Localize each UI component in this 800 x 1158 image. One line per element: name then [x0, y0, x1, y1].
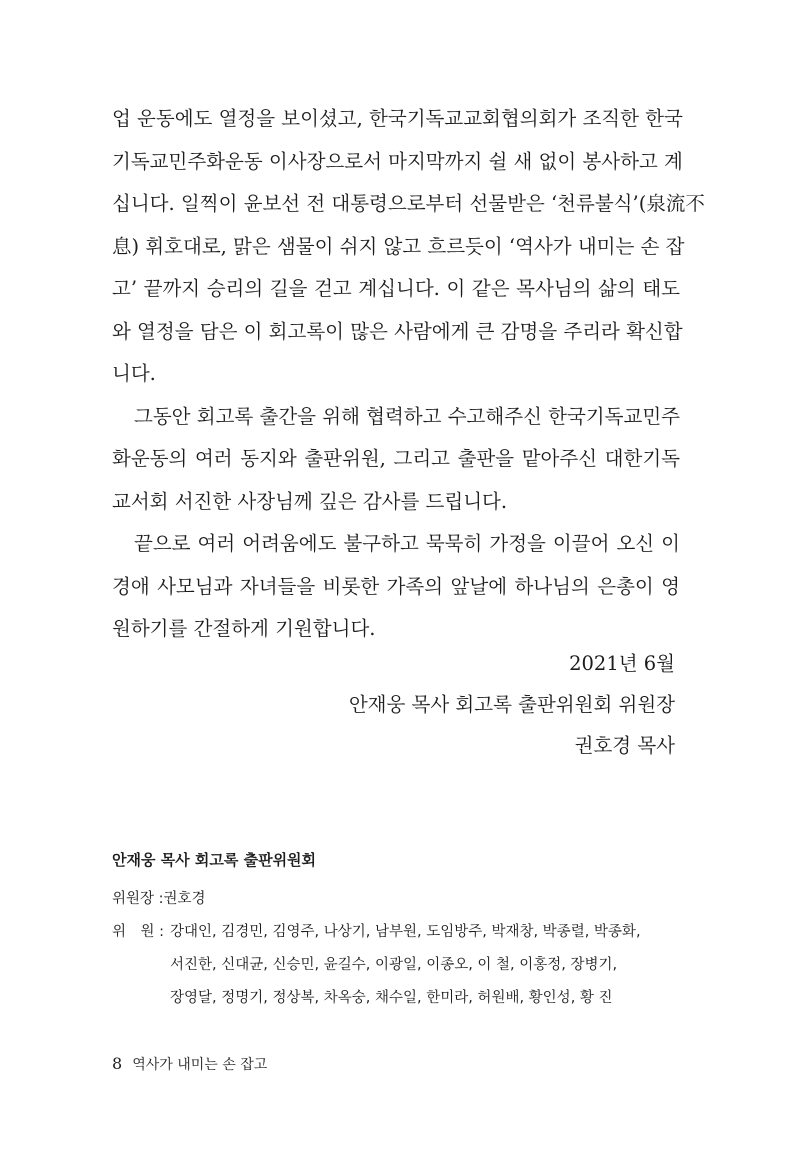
body-line: 교서회 서진한 사장님께 깊은 감사를 드립니다. [112, 489, 508, 513]
body-line: 息) 휘호대로, 맑은 샘물이 쉬지 않고 흐르듯이 ‘역사가 내미는 손 잡 [112, 234, 685, 258]
committee-members-row [112, 916, 692, 949]
body-line: 와 열정을 담은 이 회고록이 많은 사람에게 큰 감명을 주리라 확신합 [112, 319, 683, 343]
committee-members-row [112, 949, 692, 982]
signature-title: 안재웅 목사 회고록 출판위원회 위원장 [348, 693, 675, 716]
chair-label: 위원장 : [112, 891, 164, 907]
members-line: 강대인, 김경민, 김영주, 나상기, 남부원, 도임방주, 박재창, 박종렬, 박종화, [170, 924, 641, 940]
members-line: 서진한, 신대균, 신승민, 윤길수, 이광일, 이종오, 이 철, 이홍정, 장병기, [170, 957, 618, 973]
body-line: 그동안 회고록 출간을 위해 협력하고 수고해주신 한국기독교민주 [134, 404, 680, 428]
body-line: 화운동의 여러 동지와 출판위원, 그리고 출판을 맡아주신 대한기독 [112, 447, 680, 470]
body-line: 기독교민주화운동 이사장으로서 마지막까지 쉴 새 없이 봉사하고 계 [112, 149, 683, 173]
members-label: 위 원 : [112, 924, 165, 940]
members-line: 장영달, 정명기, 정상복, 차옥숭, 채수일, 한미라, 허원배, 황인성, 황 진 [170, 990, 613, 1006]
signature-name: 권호경 목사 [574, 734, 675, 757]
running-title: 역사가 내미는 손 잡고 [132, 1057, 268, 1073]
body-line: 원하기를 간절하게 기원합니다. [112, 617, 376, 640]
page-number: 8 [112, 1054, 123, 1073]
page-footer [112, 1054, 267, 1074]
committee-members-row [112, 982, 692, 1015]
body-line: 고’ 끝까지 승리의 길을 걷고 계십니다. 이 같은 목사님의 삶의 태도 [112, 277, 680, 300]
committee-chair-row [112, 883, 692, 916]
body-text [112, 98, 705, 651]
body-line: 니다. [112, 362, 156, 385]
body-line: 끝으로 여러 어려움에도 불구하고 묵묵히 가정을 이끌어 오신 이 [134, 532, 680, 555]
body-line: 업 운동에도 열정을 보이셨고, 한국기독교교회협의회가 조직한 한국 [112, 107, 683, 130]
chair-name: 권호경 [163, 891, 206, 907]
signature-date: 2021년 6월 [569, 652, 675, 675]
committee-heading: 안재웅 목사 회고록 출판위원회 [112, 851, 317, 869]
body-line: 십니다. 일찍이 윤보선 전 대통령으로부터 선물받은 ‘천류불식’(泉流不 [112, 192, 705, 215]
committee-list [112, 848, 692, 1015]
body-line: 경애 사모님과 자녀들을 비롯한 가족의 앞날에 하나님의 은총이 영 [112, 574, 680, 598]
